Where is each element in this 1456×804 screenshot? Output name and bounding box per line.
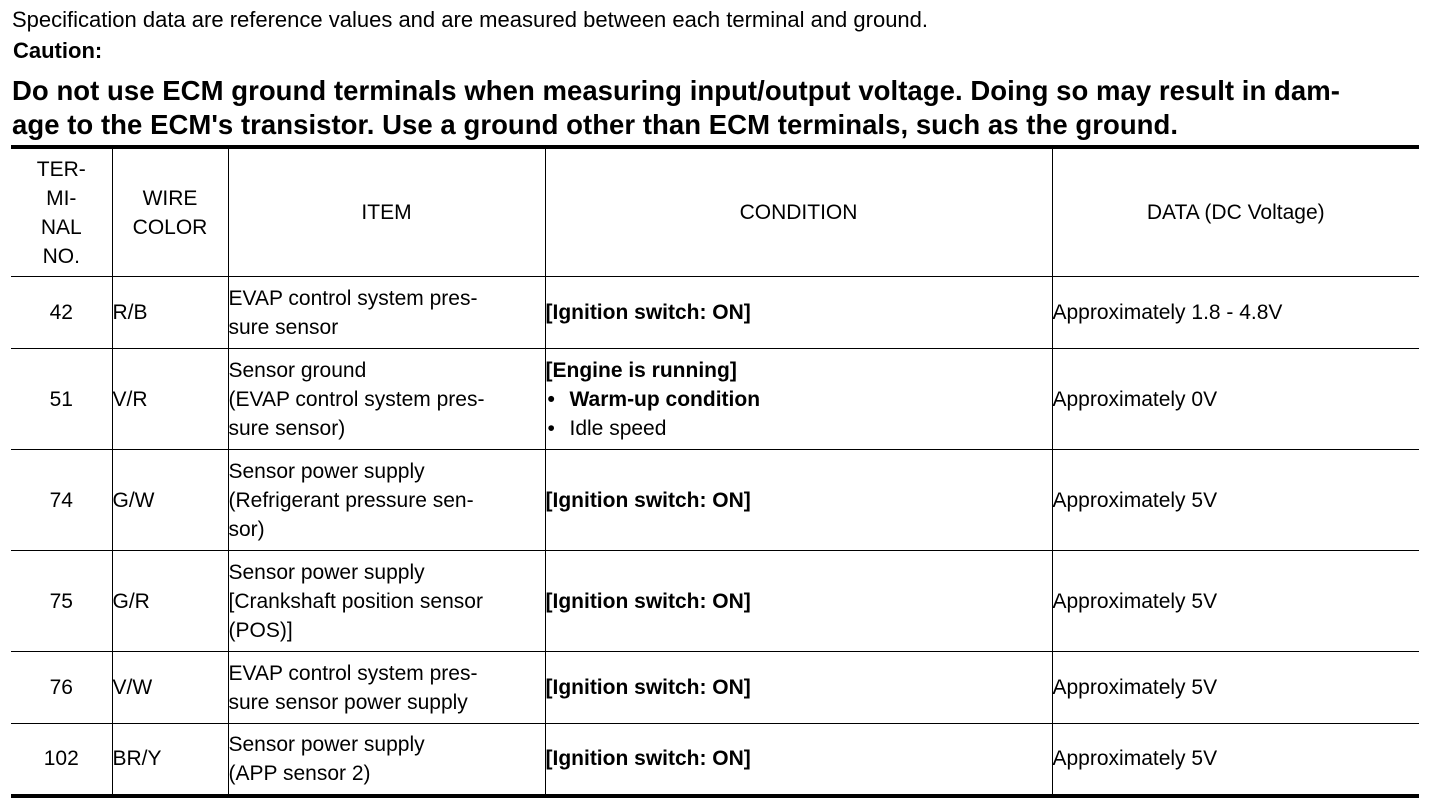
item-line: Sensor ground xyxy=(228,358,367,382)
wire-color-cell: G/W xyxy=(112,450,228,551)
condition-title: [Ignition switch: ON] xyxy=(545,676,751,699)
table-row xyxy=(11,724,1419,796)
caution-text xyxy=(12,74,1420,142)
item-line: [Crankshaft position sensor xyxy=(228,589,483,613)
caution-line: age to the ECM's transistor. Use a ground other than ECM terminals, such as the ground. xyxy=(12,109,1179,140)
condition-bullet: • Warm-up condition xyxy=(546,385,1052,414)
condition-cell xyxy=(545,551,1052,652)
header-wire-color xyxy=(112,147,228,277)
table-row xyxy=(11,450,1419,551)
item-line: sure sensor) xyxy=(228,416,346,440)
intro-text: Specification data are reference values and are measured between each terminal and ground. xyxy=(12,7,929,32)
header-terminal-line: NO. xyxy=(42,244,80,268)
terminal-no-cell: 42 xyxy=(11,277,112,349)
table-header-row xyxy=(11,147,1419,277)
wire-color-cell: BR/Y xyxy=(112,724,228,796)
header-wire-color-line: COLOR xyxy=(132,215,208,239)
wire-color-cell: V/R xyxy=(112,349,228,450)
header-terminal-no xyxy=(11,147,112,277)
header-terminal-line: TER- xyxy=(36,157,86,181)
item-line: EVAP control system pres- xyxy=(228,661,478,685)
item-cell xyxy=(228,724,545,796)
condition-cell xyxy=(545,724,1052,796)
header-condition: CONDITION xyxy=(545,147,1052,277)
condition-cell xyxy=(545,349,1052,450)
item-line: (EVAP control system pres- xyxy=(228,387,485,411)
table-row xyxy=(11,349,1419,450)
data-cell: Approximately 1.8 - 4.8V xyxy=(1052,277,1419,349)
item-cell xyxy=(228,349,545,450)
condition-bullet: • Idle speed xyxy=(546,414,1052,443)
terminal-no-cell: 76 xyxy=(11,652,112,724)
table-row xyxy=(11,652,1419,724)
item-line: Sensor power supply xyxy=(228,560,425,584)
terminal-spec-table xyxy=(11,145,1419,798)
item-cell xyxy=(228,277,545,349)
condition-cell xyxy=(545,277,1052,349)
header-terminal-line: NAL xyxy=(40,215,82,239)
item-line: sure sensor power supply xyxy=(228,690,468,714)
table-row xyxy=(11,551,1419,652)
data-cell: Approximately 5V xyxy=(1052,652,1419,724)
caution-line: Do not use ECM ground terminals when measuring input/output voltage. Doing so may result in dam- xyxy=(12,75,1340,106)
item-line: (POS)] xyxy=(228,618,293,642)
item-line: (Refrigerant pressure sen- xyxy=(228,488,474,512)
item-cell xyxy=(228,652,545,724)
condition-title: [Ignition switch: ON] xyxy=(545,488,751,512)
data-cell: Approximately 5V xyxy=(1052,450,1419,551)
header-data: DATA (DC Voltage) xyxy=(1052,147,1419,277)
item-line: sor) xyxy=(228,517,265,541)
caution-label: Caution: xyxy=(13,38,103,63)
header-item: ITEM xyxy=(228,147,545,277)
data-cell: Approximately 5V xyxy=(1052,551,1419,652)
condition-title: [Ignition switch: ON] xyxy=(545,589,751,613)
header-terminal-line: MI- xyxy=(46,186,77,210)
wire-color-cell: V/W xyxy=(112,652,228,724)
table-row xyxy=(11,277,1419,349)
data-cell: Approximately 5V xyxy=(1052,724,1419,796)
header-wire-color-line: WIRE xyxy=(142,186,198,210)
item-line: EVAP control system pres- xyxy=(228,286,478,310)
wire-color-cell: G/R xyxy=(112,551,228,652)
terminal-no-cell: 74 xyxy=(11,450,112,551)
item-line: (APP sensor 2) xyxy=(228,761,371,785)
condition-title: [Engine is running] xyxy=(545,358,737,382)
wire-color-cell: R/B xyxy=(112,277,228,349)
data-cell: Approximately 0V xyxy=(1052,349,1419,450)
item-line: sure sensor xyxy=(228,315,339,339)
condition-cell xyxy=(545,652,1052,724)
terminal-no-cell: 75 xyxy=(11,551,112,652)
item-line: Sensor power supply xyxy=(228,459,425,483)
item-cell xyxy=(228,450,545,551)
item-cell xyxy=(228,551,545,652)
condition-title: [Ignition switch: ON] xyxy=(545,301,751,324)
condition-title: [Ignition switch: ON] xyxy=(545,747,751,771)
terminal-no-cell: 51 xyxy=(11,349,112,450)
terminal-no-cell: 102 xyxy=(11,724,112,796)
item-line: Sensor power supply xyxy=(228,732,425,756)
condition-cell xyxy=(545,450,1052,551)
